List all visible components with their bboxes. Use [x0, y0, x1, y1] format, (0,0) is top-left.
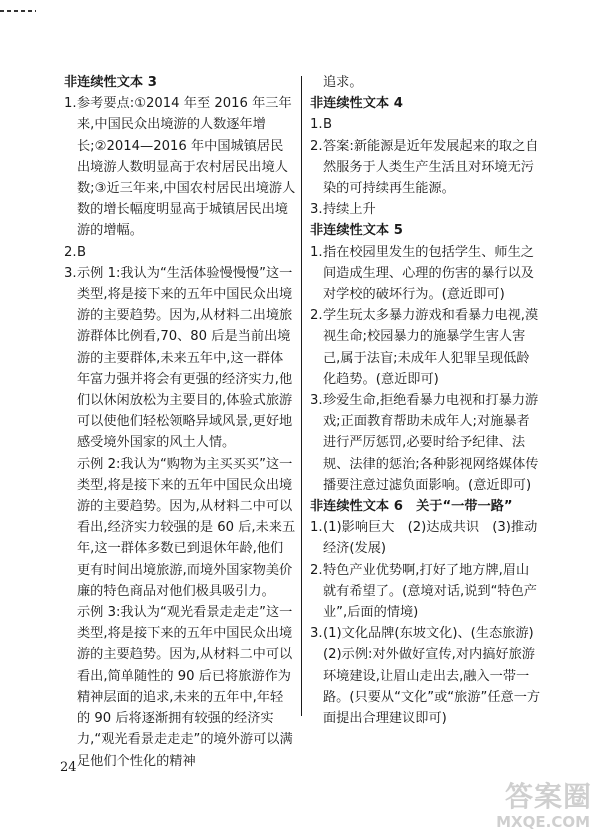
answer-text: (1)文化品牌(东坡文化)、(生态旅游)	[323, 626, 534, 642]
item-number: 2.	[310, 308, 323, 324]
left-column	[64, 72, 296, 772]
answer-item-1	[64, 93, 296, 241]
watermark-url: MXQE.COM	[496, 813, 590, 831]
item-number: 2.	[310, 138, 323, 154]
answer-text: 答案:新能源是近年发展起来的取之自然服务于人类生产生活且对环境无污染的可持续再生能源。	[323, 138, 539, 197]
column-divider	[301, 76, 302, 716]
answer-item-6-3	[310, 623, 542, 644]
answer-item-2	[64, 242, 296, 263]
section-5-heading: 非连续性文本 5	[310, 223, 403, 239]
section-3-heading: 非连续性文本 3	[64, 75, 157, 90]
item-number: 1.	[310, 244, 323, 260]
example-1-text: 示例 1:我认为“生活体验慢慢慢”这一类型,将是接下来的五年中国民众出境游的主要趋势。因为,从材料二出境旅游群体比例看,70、80 后是当前出境游的主要群体,未来五年中,这一群体年富力强并将会有更强的经济实力,他们以休闲放松为主要目的,体验式旅游可以使他们轻松领略异域风景,更好地感受境外国家的风土人情。	[77, 265, 293, 451]
answer-text: B	[323, 117, 333, 133]
answer-item-4-1	[310, 114, 542, 135]
item-number: 3.	[310, 202, 323, 218]
answer-text: 珍爱生命,拒绝看暴力电视和打暴力游戏;正面教育帮助未成年人;对施暴者进行严厉惩罚,必要时给予纪律、法规、法律的惩治;各种影视网络媒体传播要注意过滤负面影响。(意近即可)	[323, 393, 539, 493]
item-number: 1.	[310, 117, 323, 133]
page-number: 24	[60, 760, 77, 775]
item-number: 2.	[310, 562, 323, 578]
answer-item-5-2	[310, 305, 542, 390]
right-column	[310, 72, 542, 729]
answer-item-5-3	[310, 390, 542, 496]
item-number: 1.	[64, 96, 77, 112]
continued-text: 追求。	[323, 75, 363, 90]
answer-text: 学生玩太多暴力游戏和看暴力电视,漠视生命;校园暴力的施暴学生害人害己,属于法盲;未成年人犯罪呈现低龄化趋势。(意近即可)	[323, 308, 539, 387]
answer-item-4-2	[310, 136, 542, 200]
item-number: 2.	[64, 244, 77, 260]
answer-text: 指在校园里发生的包括学生、师生之间造成生理、心理的伤害的暴行以及对学校的破坏行为。(意近即可)	[323, 244, 534, 303]
item-number: 1.	[310, 520, 323, 536]
scan-edge-mark	[0, 0, 40, 6]
answer-text: 特色产业优势啊,打好了地方牌,眉山就有希望了。(意境对话,说到“特色产业”,后面的情境)	[323, 562, 537, 621]
answer-item-6-2	[310, 560, 542, 624]
example-3-text: 示例 3:我认为“观光看景走走走”这一类型,将是接下来的五年中国民众出境游的主要趋势。因为,从材料二中可以看出,简单随性的 90 后已将旅游作为精神层面的追求,未来的五年中,年轻的 90 后将逐渐拥有较强的经济实力,“观光看景走走走”的境外游可以满足他们个性化的精神	[77, 605, 293, 769]
answer-text: 持续上升	[323, 202, 376, 218]
section-4-heading: 非连续性文本 4	[310, 96, 403, 112]
example-text: (2)示例:对外做好宣传,对内搞好旅游环境建设,让眉山走出去,融入一带一路。(只要从“文化”或“旅游”任意一方面提出合理建议即可)	[323, 647, 541, 727]
section-6-heading: 非连续性文本 6 关于“一带一路”	[310, 499, 513, 515]
answer-text: 参考要点:①2014 年至 2016 年三年来,中国民众出境游的人数逐年增长;②2014—2016 年中国城镇居民出境游人数明显高于农村居民出境人数;③近三年来,中国农村居民出境游人数的增长幅度明显高于城镇居民出境游的增幅。	[77, 96, 296, 239]
answer-item-5-1	[310, 242, 542, 306]
answer-item-3	[64, 263, 296, 454]
answer-item-6-1	[310, 517, 542, 559]
watermark	[476, 775, 594, 831]
answer-text: (1)影响巨大 (2)达成共识 (3)推动经济(发展)	[323, 520, 538, 557]
item-number: 3.	[64, 265, 77, 281]
item-number: 3.	[310, 393, 323, 409]
example-2-text: 示例 2:我认为“购物为主买买买”这一类型,将是接下来的五年中国民众出境游的主要趋势。因为,从材料二中可以看出,经济实力较强的是 60 后,未来五年,这一群体多数已到退休年龄,他们更有时间出境旅游,而境外国家物美价廉的特色商品对他们极具吸引力。	[77, 456, 296, 599]
answer-item-4-3	[310, 199, 542, 220]
answer-text: B	[77, 244, 87, 260]
watermark-logo: 答案圈	[504, 780, 592, 813]
item-number: 3.	[310, 626, 323, 642]
